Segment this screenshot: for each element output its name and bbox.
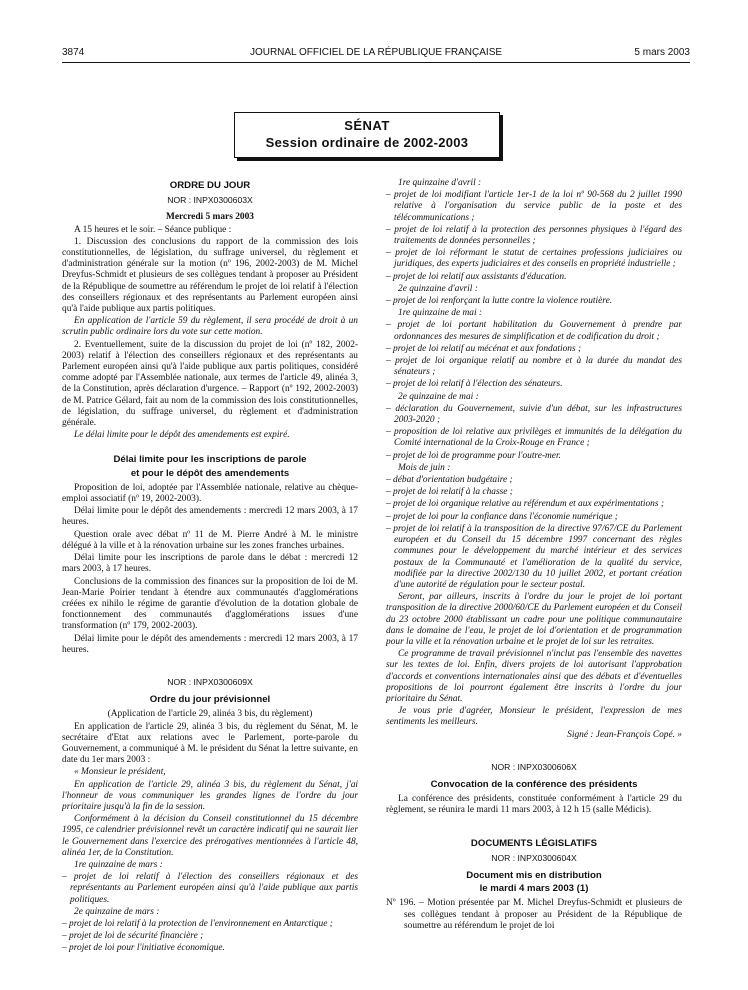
delai-heading-line2: et pour le dépôt des amendements	[130, 467, 290, 479]
list-item: – projet de loi relatif au mécénat et aux fondations ;	[386, 343, 582, 354]
paragraph: Conformément à la décision du Conseil constitutionnel du 15 décembre 1995, ce calendrier prévisionnel revêt un caractère indicatif qui ne saurait lier le Gouvernement dans l'exercice des prérogatives mentionnées à l'article 48, alinéa 1er, de la Constitution.	[62, 814, 358, 858]
date-heading: Mercredi 5 mars 2003	[166, 212, 254, 223]
header-rule	[62, 62, 690, 63]
left-column	[62, 178, 358, 956]
paragraph: En application de l'article 29, alinéa 3 bis, du règlement du Sénat, M. le secrétaire d'Etat aux relations avec le Parlement, porte-parole du Gouvernement, a communiqué à M. le président du Sénat la lettre suivante, en date du 1er mars 2003 :	[62, 721, 358, 766]
delai-heading-line1: Délai limite pour les inscriptions de parole	[113, 454, 307, 466]
period-heading: 2e quinzaine de mars :	[74, 906, 160, 917]
list-item: – débat d'orientation budgétaire ;	[386, 475, 513, 486]
nor-reference: NOR : INPX0300606X	[491, 761, 577, 772]
list-item: – projet de loi organique relative au référendum et aux expérimentations ;	[386, 499, 664, 510]
period-heading: 1re quinzaine d'avril :	[398, 178, 482, 188]
paragraph: La conférence des présidents, constituée conformément à l'article 29 du règlement, se réunira le mardi 11 mars 2003, à 12 h 15 (salle Médicis).	[386, 794, 682, 816]
document-entry: Nº 196. – Motion présentée par M. Michel Dreyfus-Schmidt et plusieurs de ses collègues tendant à proposer au Président de la République de soumettre au référendum le projet de loi	[386, 898, 682, 931]
list-item: – projet de loi relatif à la chasse ;	[386, 487, 513, 498]
paragraph: 1. Discussion des conclusions du rapport de la commission des lois constitutionnelles, de législation, du suffrage universel, du règlement et d'administration générale sur la motion (nº 196, 2002-2003) de M. Michel Dreyfus-Schmidt et plusieurs de ses collègues tendant à proposer au Président de la République de soumettre au référendum le projet de loi relatif à l'élection des conseillers régionaux et des représentants au Parlement européen ainsi qu'à l'aide publique aux partis politiques.	[62, 236, 358, 315]
list-item: – projet de loi relatif à la protection des personnes physiques à l'égard des traitements de données personnelles ;	[386, 224, 682, 247]
paragraph: Je vous prie d'agréer, Monsieur le président, l'expression de mes sentiments les meilleurs.	[386, 706, 682, 728]
signature: Signé : Jean-François Copé. »	[567, 729, 682, 740]
nor-reference: NOR : INPX0300604X	[491, 852, 577, 863]
application-subheading: (Application de l'article 29, alinéa 3 bis, du règlement)	[107, 709, 313, 720]
paragraph: Délai limite pour le dépôt des amendements : mercredi 12 mars 2003, à 17 heures.	[62, 633, 358, 655]
senat-title-box	[234, 112, 500, 158]
conference-heading: Convocation de la conférence des présidents	[430, 778, 638, 790]
list-item: – projet de loi relatif à la protection de l'environnement en Antarctique ;	[62, 918, 333, 929]
period-heading: Mois de juin :	[398, 462, 451, 473]
list-item: – projet de loi pour la confiance dans l'économie numérique ;	[386, 511, 618, 522]
list-item: – projet de loi relatif à la transposition de la directive 97/67/CE du Parlement européen et du Conseil du 15 décembre 1997 concernant des règles communes pour le développement du marché intérieur et des services postaux de la Communauté et l'amélioration de la qualité du service, modifiée par la directive 2002/130 du 10 juillet 2002, et portant création d'une autorité de régulation pour le secteur postal.	[386, 523, 682, 590]
paragraph: En application de l'article 29, alinéa 3 bis, du règlement du Sénat, j'ai l'honneur de vous communiquer les grandes lignes de l'ordre du jour prioritaire jusqu'à la fin de la session.	[62, 779, 358, 812]
paragraph: Conclusions de la commission des finances sur la proposition de loi de M. Jean-Marie Poirier tendant à étendre aux communautés d'agglomérations créées ex nihilo le régime de garantie d'évolution de la dotation globale de fonctionnement des communautés d'agglomérations issues d'une transformation (nº 179, 2002-2003).	[62, 576, 358, 632]
list-item: – projet de loi portant habilitation du Gouvernement à prendre par ordonnances des mesures de simplification et de codification du droit ;	[386, 320, 682, 342]
list-item: – proposition de loi relative aux privilèges et immunités de la délégation du Comité international de la Croix-Rouge en France ;	[386, 427, 682, 449]
right-column	[386, 178, 682, 933]
list-item: – projet de loi de sécurité financière ;	[62, 931, 204, 942]
journal-title: JOURNAL OFFICIEL DE LA RÉPUBLIQUE FRANÇAISE	[249, 47, 503, 58]
nor-reference: NOR : INPX0300603X	[167, 195, 253, 206]
paragraph: 2. Eventuellement, suite de la discussion du projet de loi (nº 182, 2002-2003) relatif à l'élection des conseillers régionaux et des représentants au Parlement européen ainsi qu'à l'aide publique aux partis politiques, considéré comme adopté par l'Assemblée nationale, aux termes de l'article 49, alinéa 3, de la Constitution, après déclaration d'urgence. – Rapport (nº 192, 2002-2003) de M. Patrice Gélard, fait au nom de la commission des lois constitutionnelles, de législation, du suffrage universel, du règlement et d'administration générale.	[62, 339, 358, 429]
period-heading: 2e quinzaine de mai :	[398, 391, 479, 402]
issue-date: 5 mars 2003	[634, 47, 690, 58]
paragraph: Le délai limite pour le dépôt des amendements est expiré.	[74, 430, 290, 441]
list-item: – projet de loi réformant le statut de certaines professions judiciaires ou juridiques, des experts judiciaires et des conseils en propriété industrielle ;	[386, 248, 682, 270]
list-item: – projet de loi renforçant la lutte contre la violence routière.	[386, 296, 613, 307]
ordre-previsionnel-heading: Ordre du jour prévisionnel	[149, 694, 271, 706]
senat-title: SÉNAT	[344, 118, 390, 133]
distribution-heading-line1: Document mis en distribution	[466, 869, 602, 881]
paragraph: En application de l'article 59 du règlement, il sera procédé de droit à un scrutin public ordinaire lors du vote sur cette motion.	[62, 316, 358, 338]
session-title: Session ordinaire de 2002-2003	[265, 135, 469, 150]
paragraph: « Monsieur le président,	[74, 767, 166, 778]
nor-reference: NOR : INPX0300609X	[167, 676, 253, 687]
list-item: – projet de loi relatif à l'élection des sénateurs.	[386, 379, 563, 390]
period-heading: 2e quinzaine d'avril :	[398, 283, 478, 294]
list-item: – déclaration du Gouvernement, suivie d'un débat, sur les infrastructures 2003-2020 ;	[386, 403, 682, 426]
list-item: – projet de loi organique relatif au nombre et à la durée du mandat des sénateurs ;	[386, 356, 682, 378]
paragraph: Délai limite pour les inscriptions de parole dans le débat : mercredi 12 mars 2003, à 17 heures.	[62, 553, 358, 575]
paragraph: Question orale avec débat nº 11 de M. Pierre André à M. le ministre délégué à la ville et à la rénovation urbaine sur les zones franches urbaines.	[62, 529, 358, 551]
paragraph: Proposition de loi, adoptée par l'Assemblée nationale, relative au chèque-emploi associatif (nº 19, 2002-2003).	[62, 482, 358, 505]
distribution-heading-line2: le mardi 4 mars 2003 (1)	[479, 883, 589, 895]
list-item: – projet de loi relatif aux assistants d'éducation.	[386, 271, 567, 282]
list-item: – projet de loi pour l'initiative économique.	[62, 943, 225, 954]
ordre-du-jour-heading: ORDRE DU JOUR	[169, 180, 251, 191]
paragraph: Seront, par ailleurs, inscrits à l'ordre du jour le projet de loi portant transposition de la directive 2000/60/CE du Parlement européen et du Conseil du 23 octobre 2000 établissant un cadre pour une politique communautaire dans le domaine de l'eau, le projet de loi d'orientation et de programmation pour la ville et la rénovation urbaine et le projet de loi sur les retraites.	[386, 592, 682, 647]
period-heading: 1re quinzaine de mars :	[74, 859, 163, 870]
list-item: – projet de loi modifiant l'article 1er-1 de la loi nº 90-568 du 2 juillet 1990 relative à l'organisation du service public de la poste et des télécommunications ;	[386, 190, 682, 223]
documents-legislatifs-heading: DOCUMENTS LÉGISLATIFS	[470, 837, 598, 849]
page-header	[62, 47, 690, 61]
list-item: – projet de loi relatif à l'élection des conseillers régionaux et des représentants au Parlement européen ainsi qu'à l'aide publique aux partis politiques.	[62, 872, 358, 905]
paragraph: A 15 heures et le soir. – Séance publique :	[74, 224, 232, 235]
page-number: 3874	[62, 47, 85, 58]
paragraph: Délai limite pour le dépôt des amendements : mercredi 12 mars 2003, à 17 heures.	[62, 506, 358, 528]
list-item: – projet de loi de programme pour l'outre-mer.	[386, 450, 561, 461]
paragraph: Ce programme de travail prévisionnel n'inclut pas l'ensemble des navettes sur les textes de loi. Enfin, divers projets de loi autorisant l'approbation d'accords et conventions internationales ainsi que des débats et d'éventuelles propositions de loi pourront également être inscrits à l'ordre du jour prioritaire du Sénat.	[386, 649, 682, 704]
period-heading: 1re quinzaine de mai :	[398, 308, 483, 319]
